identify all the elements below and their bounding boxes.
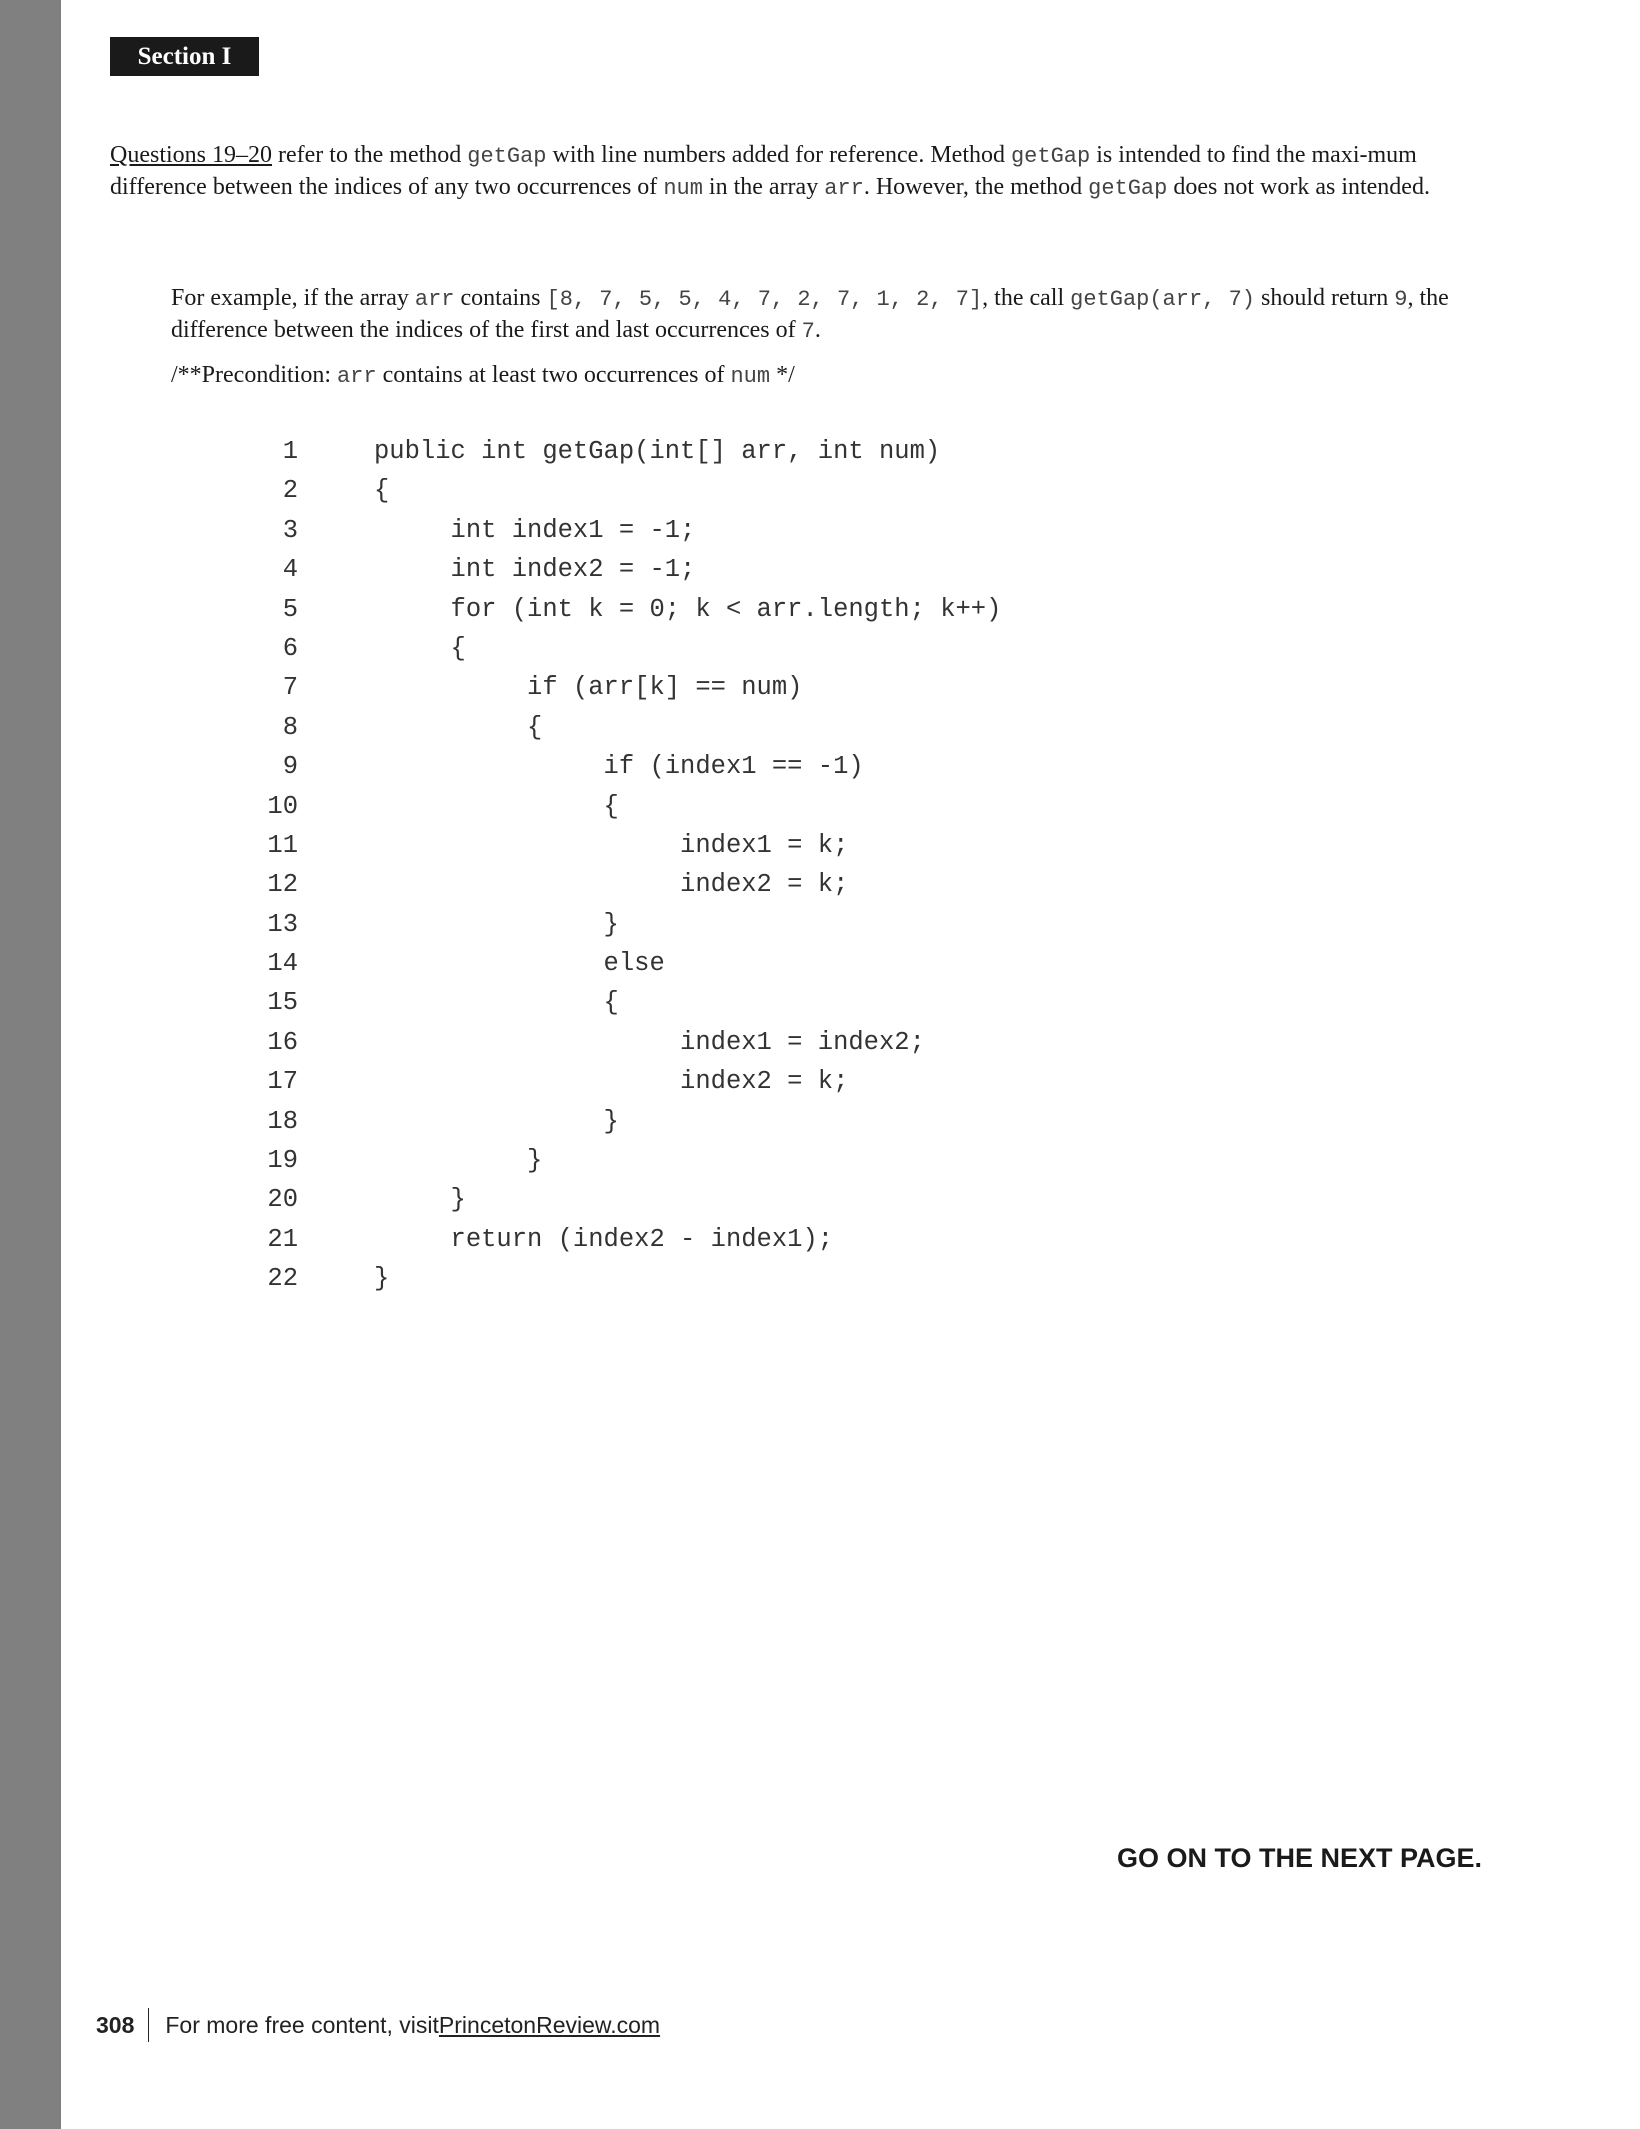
code-line: [250, 826, 1001, 865]
line-number: 18: [267, 1106, 298, 1136]
text: .: [814, 317, 821, 343]
code-inline: [8, 7, 5, 5, 4, 7, 2, 7, 1, 2, 7]: [546, 287, 983, 312]
code-line: [250, 590, 1001, 629]
line-number: 4: [282, 555, 298, 585]
text: refer to the method: [272, 142, 468, 168]
code-line: [250, 629, 1001, 668]
line-number: 7: [282, 673, 298, 703]
code-line: [250, 1141, 1001, 1180]
code-line: [250, 747, 1001, 786]
code-line: [250, 708, 1001, 747]
code-text: }: [374, 1185, 466, 1215]
next-page-note: GO ON TO THE NEXT PAGE.: [1117, 1843, 1483, 1873]
text: contains at least two occurrences of: [376, 362, 731, 388]
line-number: 2: [282, 476, 298, 506]
code-line: [250, 432, 1001, 471]
code-inline: getGap: [1088, 176, 1168, 201]
code-text: public int getGap(int[] arr, int num): [374, 437, 941, 466]
line-number: 16: [267, 1027, 298, 1057]
line-number: 15: [267, 988, 298, 1018]
page-margin-bar: [0, 0, 61, 2129]
example-paragraph: [171, 283, 1477, 347]
line-number: 20: [267, 1185, 298, 1215]
code-text: int index1 = -1;: [374, 515, 696, 545]
line-number: 6: [282, 633, 298, 663]
code-line: [250, 1102, 1001, 1141]
code-inline: 7: [801, 319, 815, 344]
page-number: 308: [96, 2011, 135, 2038]
code-line: [250, 1259, 1001, 1298]
code-line: [250, 1180, 1001, 1219]
code-line: [250, 1023, 1001, 1062]
line-number: 5: [282, 594, 298, 624]
text: */: [770, 362, 795, 388]
text: contains: [454, 285, 547, 311]
code-text: return (index2 - index1);: [374, 1224, 834, 1254]
code-line: [250, 787, 1001, 826]
footer: [96, 2008, 660, 2042]
code-text: {: [374, 791, 619, 821]
line-number: 3: [282, 515, 298, 545]
code-line: [250, 905, 1001, 944]
code-inline: getGap(arr, 7): [1070, 287, 1255, 312]
code-line: [250, 668, 1001, 707]
line-number: 1: [282, 437, 298, 466]
code-line: [250, 983, 1001, 1022]
code-text: if (index1 == -1): [374, 752, 864, 782]
code-line: [250, 511, 1001, 550]
code-text: }: [374, 1146, 543, 1176]
code-line: [250, 550, 1001, 589]
code-inline: num: [730, 364, 771, 389]
code-text: }: [374, 1264, 390, 1294]
line-number: 17: [267, 1067, 298, 1097]
text: , the call: [982, 285, 1071, 311]
precondition-comment: [171, 360, 795, 392]
code-inline: num: [663, 176, 703, 201]
footer-divider: [148, 2008, 149, 2042]
code-text: }: [374, 1106, 619, 1136]
code-text: index2 = k;: [374, 1067, 849, 1097]
code-line: [250, 944, 1001, 983]
code-text: index2 = k;: [374, 870, 849, 900]
code-inline: getGap: [467, 144, 547, 169]
code-text: {: [374, 476, 390, 506]
text: does not work as intended.: [1167, 174, 1430, 200]
code-text: {: [374, 988, 619, 1018]
code-text: index1 = k;: [374, 830, 849, 860]
code-inline: arr: [414, 287, 455, 312]
line-number: 11: [267, 830, 298, 860]
footer-text: For more free content, visit: [165, 2011, 439, 2038]
text: with line numbers added for reference. Method: [546, 142, 1011, 168]
code-line: [250, 1062, 1001, 1101]
text: should return: [1254, 285, 1395, 311]
line-number: 14: [267, 949, 298, 979]
code-inline: arr: [336, 364, 377, 389]
code-line: [250, 471, 1001, 510]
line-number: 19: [267, 1146, 298, 1176]
text: in the array: [702, 174, 825, 200]
line-number: 13: [267, 909, 298, 939]
code-text: }: [374, 909, 619, 939]
code-text: index1 = index2;: [374, 1027, 925, 1057]
code-line: [250, 865, 1001, 904]
text: /**Precondition:: [171, 362, 337, 388]
code-text: {: [374, 712, 543, 742]
code-inline: arr: [824, 176, 864, 201]
code-text: int index2 = -1;: [374, 555, 696, 585]
line-number: 8: [282, 712, 298, 742]
princeton-review-link[interactable]: PrincetonReview.com: [438, 2011, 661, 2038]
line-number: 12: [267, 870, 298, 900]
code-inline: 9: [1394, 287, 1408, 312]
code-listing: [250, 432, 1001, 1299]
code-line: [250, 1220, 1001, 1259]
code-inline: getGap: [1010, 144, 1091, 169]
line-number: 21: [267, 1224, 298, 1254]
code-text: else: [374, 949, 665, 979]
questions-link[interactable]: Questions 19–20: [110, 142, 272, 168]
line-number: 9: [282, 752, 298, 782]
intro-paragraph: [110, 140, 1476, 204]
text: For example, if the array: [171, 285, 415, 311]
text: is intended to find the maxi-mum difference between the indices of any two occurrences of: [110, 142, 1417, 200]
line-number: 10: [267, 791, 298, 821]
text: , the difference between the indices of the first and last occurrences of: [171, 285, 1449, 343]
text: . However, the method: [863, 174, 1089, 200]
code-text: {: [374, 633, 466, 663]
code-text: if (arr[k] == num): [374, 673, 803, 703]
section-label: Section I: [110, 37, 259, 76]
code-text: for (int k = 0; k < arr.length; k++): [374, 594, 1002, 624]
line-number: 22: [267, 1264, 298, 1294]
